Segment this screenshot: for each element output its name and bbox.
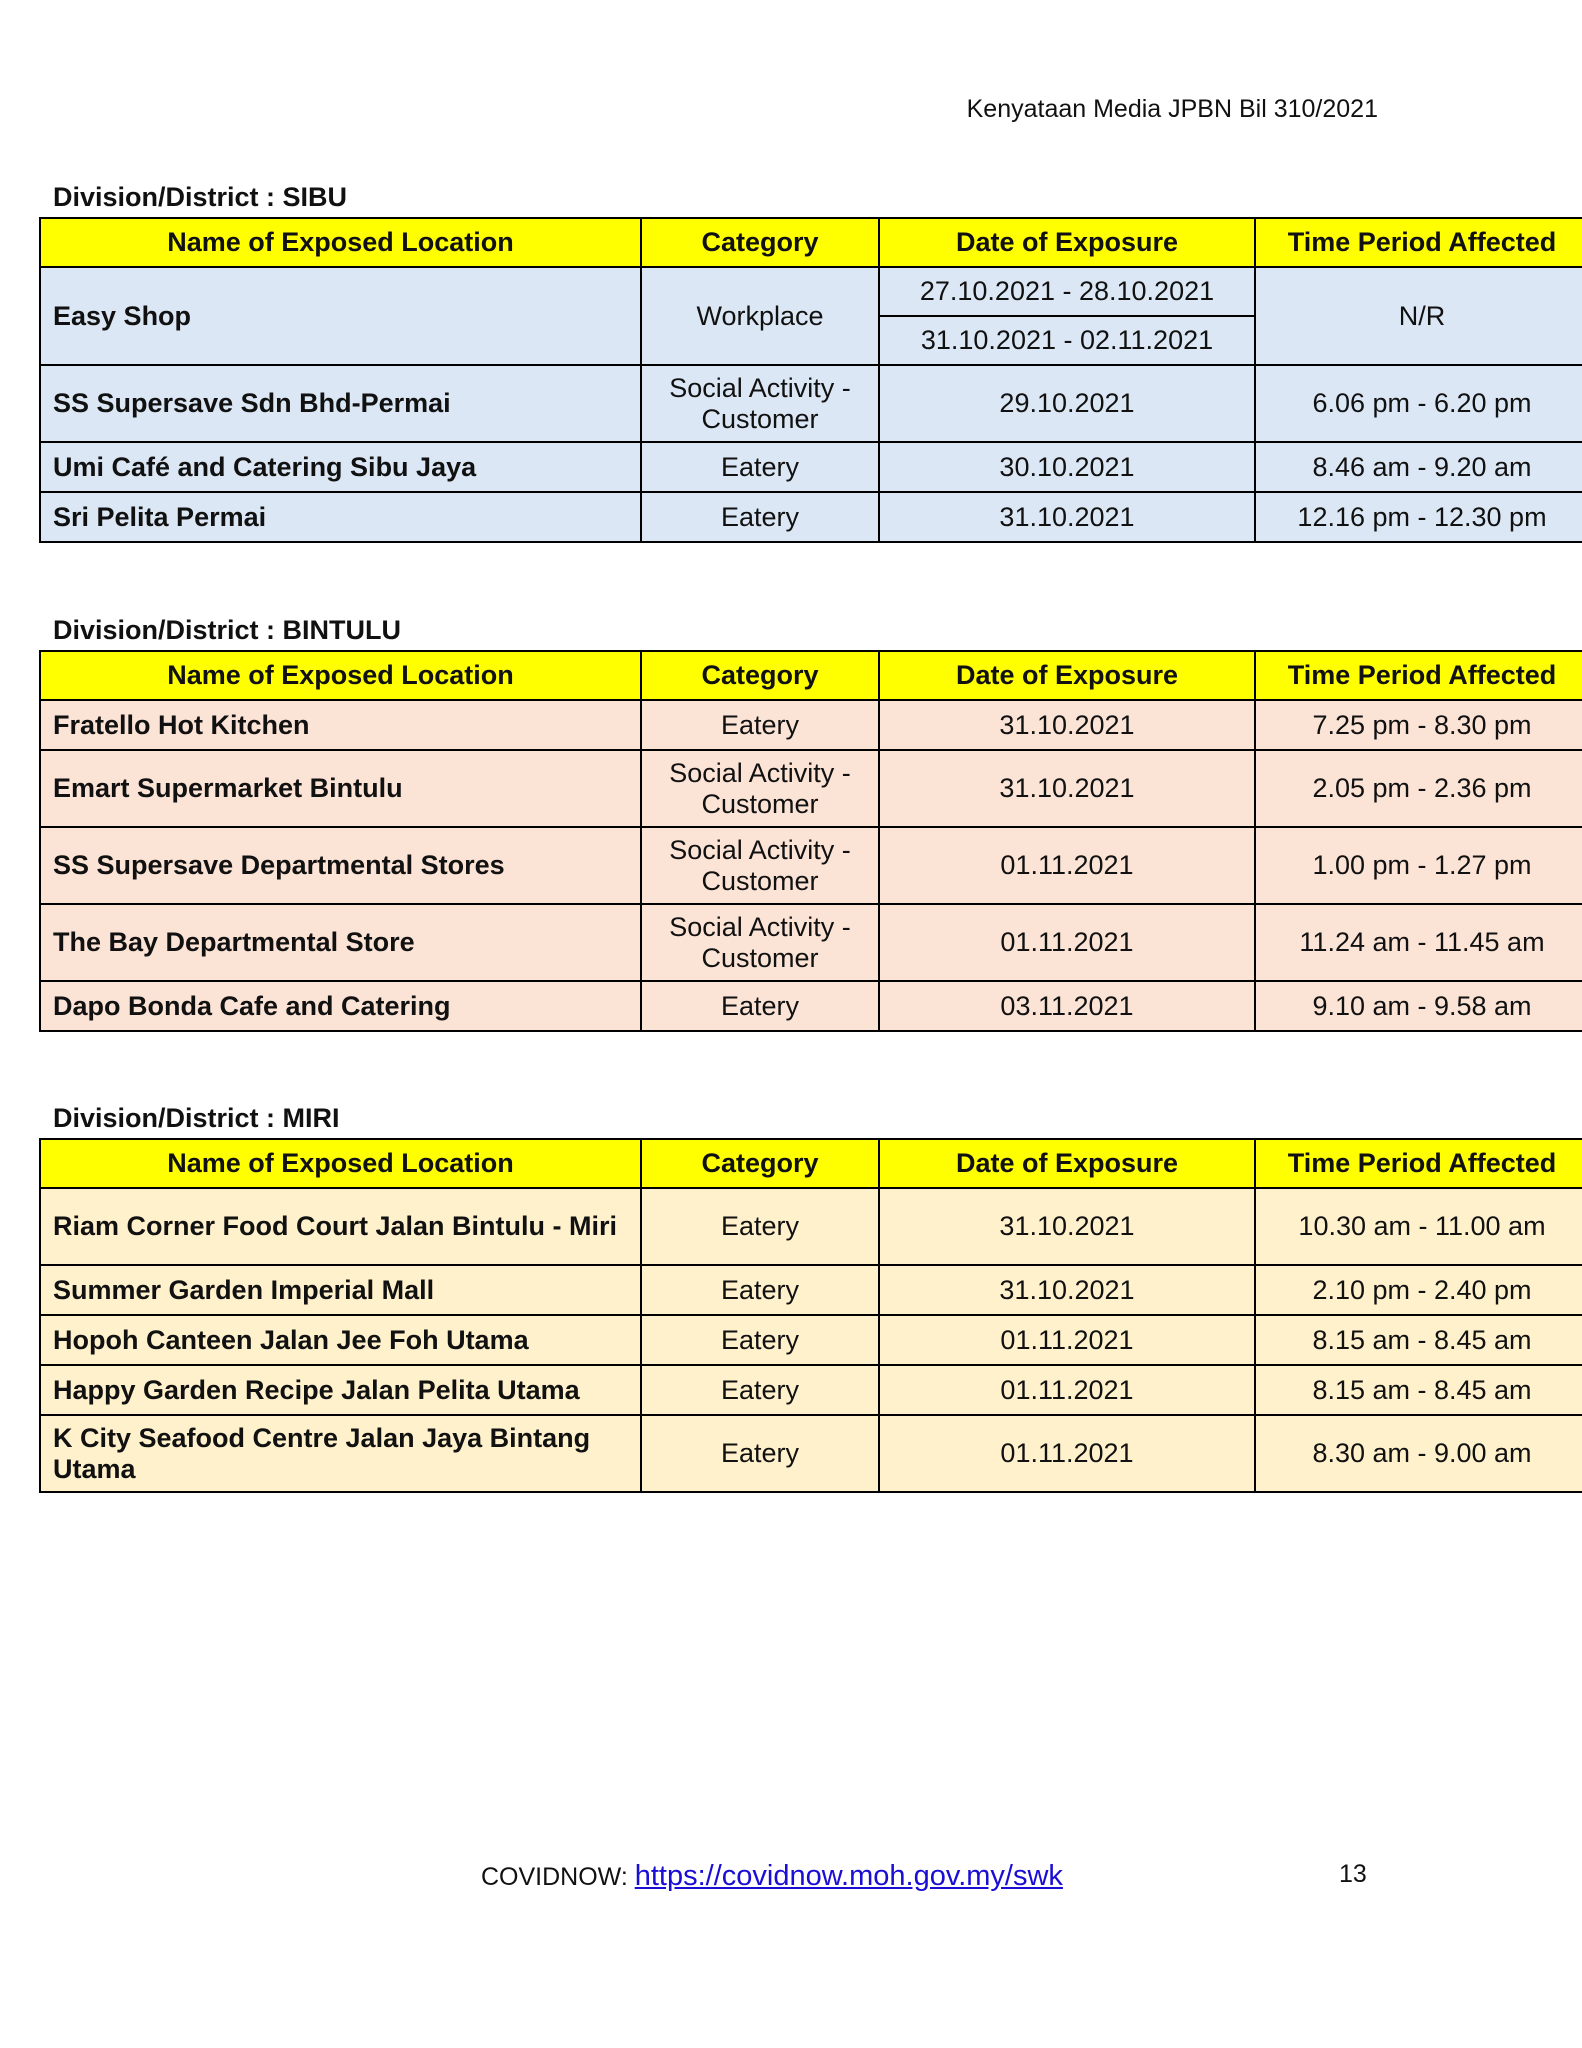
page-number: 13 [1339, 1860, 1367, 1888]
location-name: K City Seafood Centre Jalan Jaya Bintang Utama [40, 1415, 641, 1492]
col-header-date: Date of Exposure [879, 218, 1255, 267]
date-of-exposure: 31.10.2021 [879, 750, 1255, 827]
table-header-row [40, 218, 1582, 267]
category: Eatery [641, 1365, 879, 1415]
col-header-location: Name of Exposed Location [40, 1139, 641, 1188]
time-period: 9.10 am - 9.58 am [1255, 981, 1582, 1031]
table-row [40, 492, 1582, 542]
date-of-exposure: 31.10.2021 [879, 700, 1255, 750]
section-miri [39, 1098, 1557, 1493]
time-period: 8.30 am - 9.00 am [1255, 1415, 1582, 1492]
col-header-time: Time Period Affected [1255, 651, 1582, 700]
time-period: 2.10 pm - 2.40 pm [1255, 1265, 1582, 1315]
location-name: SS Supersave Sdn Bhd-Permai [40, 365, 641, 442]
time-period: 11.24 am - 11.45 am [1255, 904, 1582, 981]
table-header-row [40, 1139, 1582, 1188]
time-period: 8.15 am - 8.45 am [1255, 1365, 1582, 1415]
col-header-category: Category [641, 1139, 879, 1188]
table-row [40, 827, 1582, 904]
col-header-location: Name of Exposed Location [40, 218, 641, 267]
time-period: 8.46 am - 9.20 am [1255, 442, 1582, 492]
table-row [40, 700, 1582, 750]
date-of-exposure: 29.10.2021 [879, 365, 1255, 442]
col-header-category: Category [641, 651, 879, 700]
location-name: Umi Café and Catering Sibu Jaya [40, 442, 641, 492]
category: Eatery [641, 700, 879, 750]
table-header-row [40, 651, 1582, 700]
location-name: Hopoh Canteen Jalan Jee Foh Utama [40, 1315, 641, 1365]
date-of-exposure: 31.10.2021 [879, 1265, 1255, 1315]
time-period: 12.16 pm - 12.30 pm [1255, 492, 1582, 542]
date-of-exposure: 01.11.2021 [879, 1415, 1255, 1492]
exposure-table-sibu [39, 217, 1582, 543]
date-of-exposure: 31.10.2021 [879, 1188, 1255, 1265]
date-of-exposure: 01.11.2021 [879, 1315, 1255, 1365]
category: Eatery [641, 1188, 879, 1265]
date-of-exposure: 27.10.2021 - 28.10.2021 [879, 267, 1255, 316]
category: Workplace [641, 267, 879, 365]
section-bintulu [39, 610, 1557, 1032]
time-period: 8.15 am - 8.45 am [1255, 1315, 1582, 1365]
exposure-table-miri [39, 1138, 1582, 1493]
col-header-time: Time Period Affected [1255, 1139, 1582, 1188]
category: Eatery [641, 492, 879, 542]
date-of-exposure: 03.11.2021 [879, 981, 1255, 1031]
section-title: Division/District : SIBU [53, 182, 348, 212]
category: Eatery [641, 1415, 879, 1492]
location-name: Emart Supermarket Bintulu [40, 750, 641, 827]
date-of-exposure: 01.11.2021 [879, 1365, 1255, 1415]
location-name: Easy Shop [40, 267, 641, 365]
date-of-exposure: 01.11.2021 [879, 827, 1255, 904]
exposure-table-bintulu [39, 650, 1582, 1032]
category: Social Activity - Customer [641, 904, 879, 981]
table-row [40, 1415, 1582, 1492]
category: Eatery [641, 1315, 879, 1365]
location-name: Fratello Hot Kitchen [40, 700, 641, 750]
time-period: 2.05 pm - 2.36 pm [1255, 750, 1582, 827]
table-row [40, 904, 1582, 981]
category: Social Activity - Customer [641, 365, 879, 442]
date-of-exposure: 30.10.2021 [879, 442, 1255, 492]
table-row [40, 1365, 1582, 1415]
col-header-location: Name of Exposed Location [40, 651, 641, 700]
col-header-date: Date of Exposure [879, 1139, 1255, 1188]
category: Eatery [641, 981, 879, 1031]
section-sibu [39, 177, 1557, 543]
table-row [40, 981, 1582, 1031]
location-name: Dapo Bonda Cafe and Catering [40, 981, 641, 1031]
section-title: Division/District : BINTULU [53, 615, 402, 645]
location-name: Riam Corner Food Court Jalan Bintulu - Miri [40, 1188, 641, 1265]
date-of-exposure: 31.10.2021 - 02.11.2021 [879, 316, 1255, 365]
location-name: Happy Garden Recipe Jalan Pelita Utama [40, 1365, 641, 1415]
time-period: 1.00 pm - 1.27 pm [1255, 827, 1582, 904]
covidnow-link[interactable]: https://covidnow.moh.gov.my/swk [634, 1860, 1063, 1892]
location-name: The Bay Departmental Store [40, 904, 641, 981]
table-row [40, 750, 1582, 827]
time-period: 10.30 am - 11.00 am [1255, 1188, 1582, 1265]
location-name: Summer Garden Imperial Mall [40, 1265, 641, 1315]
date-of-exposure: 01.11.2021 [879, 904, 1255, 981]
location-name: Sri Pelita Permai [40, 492, 641, 542]
category: Social Activity - Customer [641, 750, 879, 827]
col-header-date: Date of Exposure [879, 651, 1255, 700]
footer [481, 1860, 1063, 1893]
col-header-category: Category [641, 218, 879, 267]
category: Eatery [641, 1265, 879, 1315]
table-row [40, 365, 1582, 442]
table-row [40, 267, 1582, 316]
time-period: N/R [1255, 267, 1582, 365]
category: Eatery [641, 442, 879, 492]
footer-label: COVIDNOW: [481, 1863, 635, 1891]
time-period: 7.25 pm - 8.30 pm [1255, 700, 1582, 750]
category: Social Activity - Customer [641, 827, 879, 904]
table-row [40, 1188, 1582, 1265]
table-row [40, 1265, 1582, 1315]
section-title: Division/District : MIRI [53, 1103, 340, 1133]
header-reference: Kenyataan Media JPBN Bil 310/2021 [966, 95, 1378, 123]
date-of-exposure: 31.10.2021 [879, 492, 1255, 542]
location-name: SS Supersave Departmental Stores [40, 827, 641, 904]
table-row [40, 1315, 1582, 1365]
table-row [40, 442, 1582, 492]
time-period: 6.06 pm - 6.20 pm [1255, 365, 1582, 442]
col-header-time: Time Period Affected [1255, 218, 1582, 267]
